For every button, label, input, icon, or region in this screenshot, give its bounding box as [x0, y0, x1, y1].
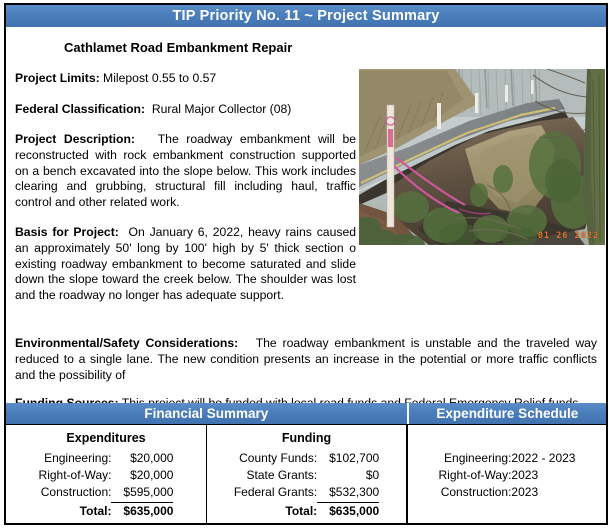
expenditure-construction-label: Construction: — [40, 485, 112, 500]
expenditures-table — [39, 451, 174, 521]
project-limits-row — [15, 70, 356, 86]
schedule-construction-label: Construction: — [440, 485, 512, 499]
expenditures-total-value: $635,000 — [123, 504, 174, 518]
project-photo-image — [359, 69, 605, 245]
table-row — [439, 468, 576, 485]
project-description-block — [15, 132, 356, 211]
table-row — [39, 451, 174, 468]
funding-county-label: County Funds: — [239, 451, 318, 465]
content-area — [6, 27, 606, 403]
expenditure-engineering-value: $20,000 — [130, 451, 174, 465]
expenditures-total-label: Total: — [79, 503, 112, 518]
expenditure-construction-value: $595,000 — [111, 485, 173, 503]
project-description-text: The roadway embankment will be reconstructed with rock embankment construction supported on a bench excavated into the slope below. This work includes clearing and grubbing, structural fill including haul, traffic control and other related work. — [15, 132, 356, 210]
schedule-engineering-value: 2022 - 2023 — [511, 451, 576, 465]
federal-classification-value: Rural Major Collector (08) — [151, 102, 292, 116]
funding-table — [234, 451, 379, 521]
basis-for-project-text: On January 6, 2022, heavy rains caused an approximately 50' long by 100' high by 5' thick section o existing roadway embankment to become saturated and slide down the slope toward the creek below. The shoulder was lost and the roadway no longer has adequate support. — [15, 224, 357, 303]
funding-total-row — [234, 503, 379, 522]
expenditures-total-row — [39, 503, 174, 522]
expenditure-engineering-label: Engineering: — [44, 451, 112, 465]
project-details-column — [15, 70, 356, 318]
funding-federal-label: Federal Grants: — [233, 485, 318, 500]
page-title: TIP Priority No. 11 ~ Project Summary — [172, 8, 440, 24]
basis-for-project-block — [15, 225, 356, 304]
funding-total-value: $635,000 — [329, 504, 380, 518]
funding-state-label: State Grants: — [246, 468, 318, 482]
project-name: Cathlamet Road Embankment Repair — [64, 40, 293, 55]
federal-classification-label: Federal Classification: — [15, 102, 146, 116]
table-row — [234, 485, 379, 503]
federal-classification-row — [15, 101, 356, 117]
basis-for-project-label: Basis for Project: — [15, 224, 119, 239]
financial-summary-body — [6, 424, 606, 523]
project-limits-value: Milepost 0.55 to 0.57 — [103, 71, 217, 85]
expenditures-heading: Expenditures — [66, 431, 146, 445]
table-row — [439, 485, 576, 502]
environmental-considerations-label: Environmental/Safety Considerations: — [15, 336, 239, 350]
table-row — [39, 485, 174, 503]
funding-county-value: $102,700 — [329, 451, 380, 465]
schedule-row-label: Right-of-Way: — [438, 468, 512, 482]
project-description-label: Project Description: — [15, 132, 135, 146]
schedule-construction-value: 2023 — [511, 485, 539, 499]
page-frame — [4, 3, 608, 525]
schedule-row-value: 2023 — [511, 468, 539, 482]
environmental-considerations-text: The roadway embankment is unstable and the traveled way reduced to a single lane. The new condition presents an increase in the potential or more traffic conflicts and the possibility of — [15, 336, 597, 382]
financial-summary-title: Financial Summary — [6, 403, 409, 424]
project-limits-label: Project Limits: — [15, 71, 100, 85]
funding-heading: Funding — [281, 431, 332, 445]
title-bar — [6, 5, 606, 27]
funding-state-value: $0 — [365, 468, 380, 482]
table-row — [234, 468, 379, 485]
schedule-engineering-label: Engineering: — [444, 451, 512, 465]
funding-column — [207, 425, 408, 523]
expenditure-schedule-column — [408, 425, 606, 523]
expenditure-schedule-table — [439, 451, 576, 502]
expenditure-row-value: $20,000 — [130, 468, 174, 482]
table-row — [234, 451, 379, 468]
photo-timestamp: 01 26 2022 — [537, 231, 599, 241]
funding-federal-value: $532,300 — [317, 485, 379, 503]
table-row — [39, 468, 174, 485]
financial-summary-header — [6, 403, 606, 424]
expenditure-row-label: Right-of-Way: — [38, 468, 112, 482]
funding-total-label: Total: — [285, 503, 318, 518]
expenditure-schedule-title: Expenditure Schedule — [409, 403, 606, 424]
environmental-considerations-block — [15, 335, 597, 383]
expenditures-column — [6, 425, 207, 523]
table-row — [439, 451, 576, 468]
project-photo — [359, 69, 605, 245]
